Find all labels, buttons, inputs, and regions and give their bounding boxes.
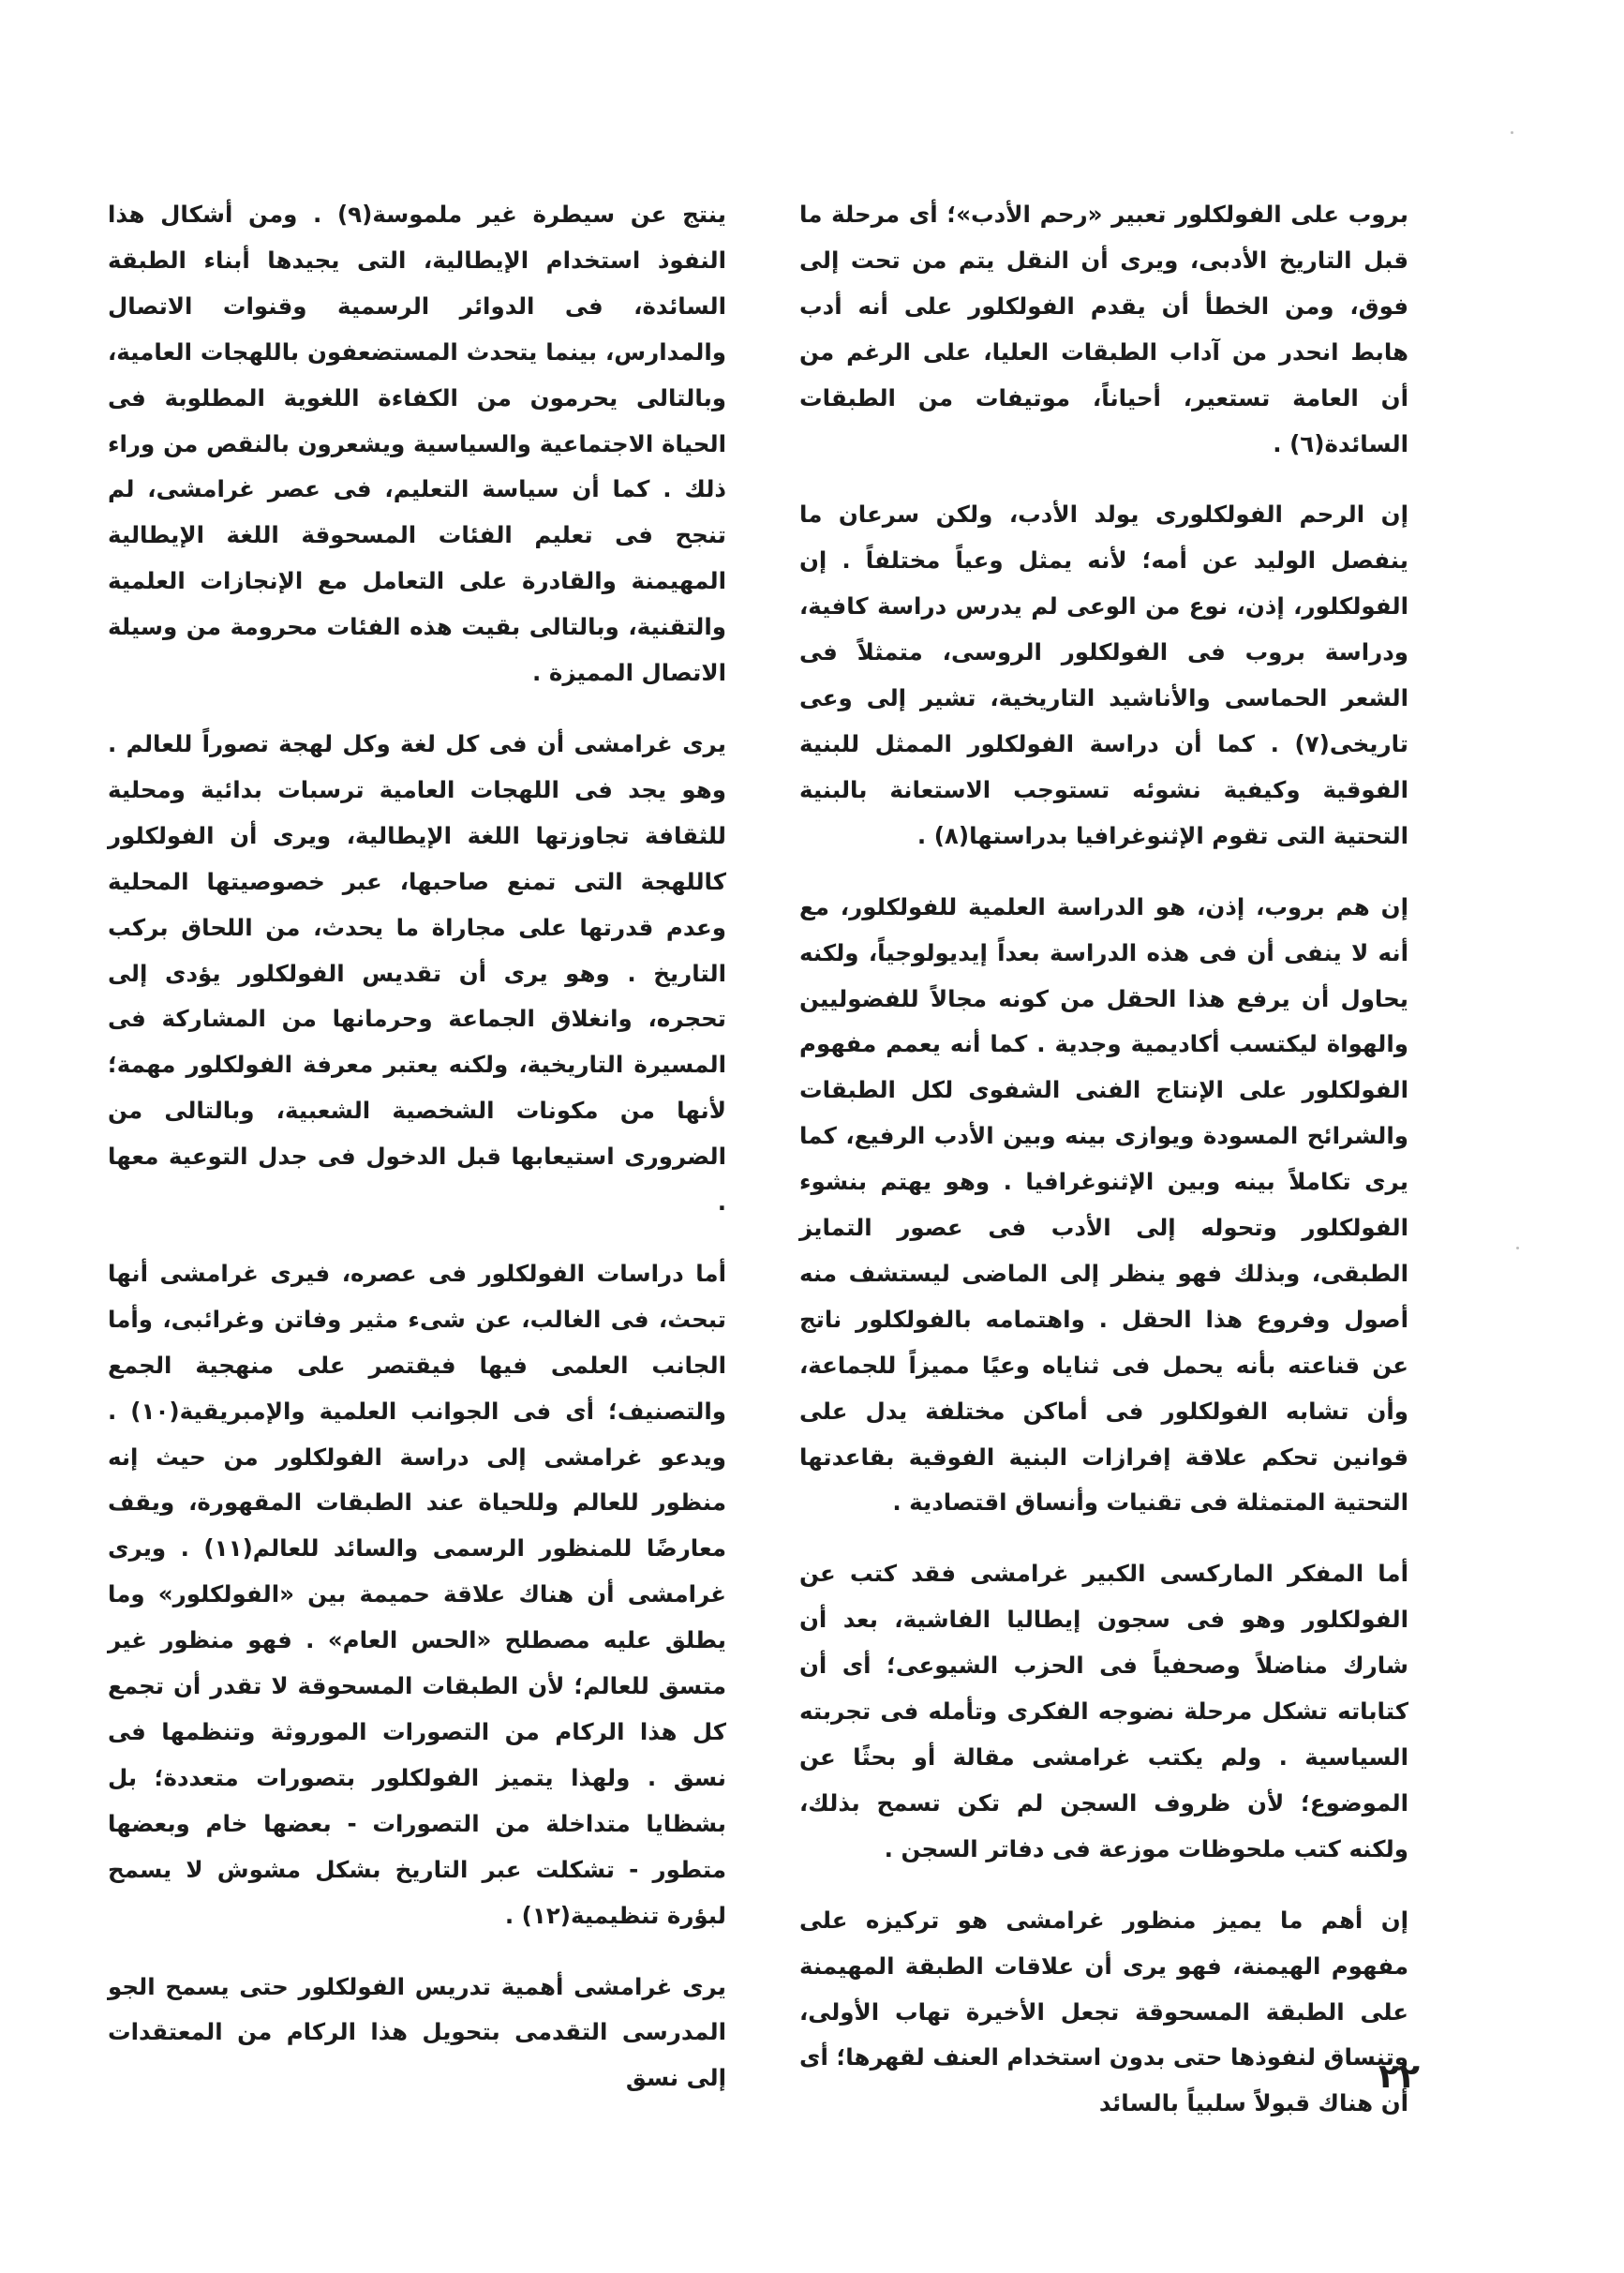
paragraph: أما المفكر الماركسى الكبير غرامشى فقد كتب عن الفولكلور وهو فى سجون إيطاليا الفاشية، بعد أن شارك مناضلاً وصحفياً فى الحزب الشيوعى؛ أى أن كتاباته تشكل مرحلة نضوجه الفكرى وتأمله فى تجربته السياسية . ولم يكتب غرامشى مقالة أو بحثًا عن الموضوع؛ لأن ظروف السجن لم تكن تسمح بذلك، ولكنه كتب ملحوظات موزعة فى دفاتر السجن . — [799, 1560, 1408, 1862]
scan-speck — [1511, 131, 1513, 134]
left-text-column — [108, 192, 726, 2127]
right-text-column — [799, 192, 1408, 2152]
scan-speck — [1516, 1247, 1519, 1249]
paragraph: إن الرحم الفولكلورى يولد الأدب، ولكن سرعان ما ينفصل الوليد عن أمه؛ لأنه يمثل وعياً مختلفاً . إن الفولكلور، إذن، نوع من الوعى لم يدرس دراسة كافية، ودراسة بروب فى الفولكلور الروسى، متمثلاً فى الشعر الحماسى والأناشيد التاريخية، تشير إلى وعى تاريخى(٧) . كما أن دراسة الفولكلور الممثل للبنية الفوقية وكيفية نشوئه تستوجب الاستعانة بالبنية التحتية التى تقوم الإثنوغرافيا بدراستها(٨) . — [799, 501, 1408, 849]
paragraph: أما دراسات الفولكلور فى عصره، فيرى غرامشى أنها تبحث، فى الغالب، عن شىء مثير وفاتن وغرائبى، وأما الجانب العلمى فيها فيقتصر على منهجية الجمع والتصنيف؛ أى فى الجوانب العلمية والإمبريقية(١٠) . ويدعو غرامشى إلى دراسة الفولكلور من حيث إنه منظور للعالم وللحياة عند الطبقات المقهورة، ويقف معارضًا للمنظور الرسمى والسائد للعالم(١١) . ويرى غرامشى أن هناك علاقة حميمة بين «الفولكلور» وما يطلق عليه مصطلح «الحس العام» . فهو منظور غير متسق للعالم؛ لأن الطبقات المسحوقة لا تقدر أن تجمع كل هذا الركام من التصورات الموروثة وتنظمها فى نسق . ولهذا يتميز الفولكلور بتصورات متعددة؛ بل بشظايا متداخلة من التصورات - بعضها خام وبعضها متطور - تشكلت عبر التاريخ بشكل مشوش لا يسمح لبؤرة تنظيمية(١٢) . — [108, 1259, 726, 1929]
paragraph: إن أهم ما يميز منظور غرامشى هو تركيزه على مفهوم الهيمنة، فهو يرى أن علاقات الطبقة المهيمنة على الطبقة المسحوقة تجعل الأخيرة تهاب الأولى، وتنساق لنفوذها حتى بدون استخدام العنف لقهرها؛ أى أن هناك قبولاً سلبياً بالسائد — [799, 1906, 1408, 2117]
paragraph: ينتج عن سيطرة غير ملموسة(٩) . ومن أشكال هذا النفوذ استخدام الإيطالية، التى يجيدها أبناء الطبقة السائدة، فى الدوائر الرسمية وقنوات الاتصال والمدارس، بينما يتحدث المستضعفون باللهجات العامية، وبالتالى يحرمون من الكفاءة اللغوية المطلوبة فى الحياة الاجتماعية والسياسية ويشعرون بالنقص من وراء ذلك . كما أن سياسة التعليم، فى عصر غرامشى، لم تنجح فى تعليم الفئات المسحوقة اللغة الإيطالية المهيمنة والقادرة على التعامل مع الإنجازات العلمية والتقنية، وبالتالى بقيت هذه الفئات محرومة من وسيلة الاتصال المميزة . — [108, 201, 726, 687]
paragraph: يرى غرامشى أهمية تدريس الفولكلور حتى يسمح الجو المدرسى التقدمى بتحويل هذا الركام من المعتقدات إلى نسق — [108, 1972, 726, 2092]
paragraph: بروب على الفولكلور تعبير «رحم الأدب»؛ أى مرحلة ما قبل التاريخ الأدبى، ويرى أن النقل يتم من تحت إلى فوق، ومن الخطأ أن يقدم الفولكلور على أنه أدب هابط انحدر من آداب الطبقات العليا، على الرغم من أن العامة تستعير، أحياناً، موتيفات من الطبقات السائدة(٦) . — [799, 201, 1408, 457]
paragraph: يرى غرامشى أن فى كل لغة وكل لهجة تصوراً للعالم . وهو يجد فى اللهجات العامية ترسبات بدائية ومحلية للثقافة تجاوزتها اللغة الإيطالية، ويرى أن الفولكلور كاللهجة التى تمنع صاحبها، عبر خصوصيتها المحلية وعدم قدرتها على مجاراة ما يحدث، من اللحاق بركب التاريخ . وهو يرى أن تقديس الفولكلور يؤدى إلى تحجره، وانغلاق الجماعة وحرمانها من المشاركة فى المسيرة التاريخية، ولكنه يعتبر معرفة الفولكلور مهمة؛ لأنها من مكونات الشخصية الشعبية، وبالتالى من الضرورى استيعابها قبل الدخول فى جدل التوعية معها . — [108, 729, 726, 1217]
page-number: ٢٢ — [1378, 2057, 1420, 2096]
paragraph: إن هم بروب، إذن، هو الدراسة العلمية للفولكلور، مع أنه لا ينفى أن فى هذه الدراسة بعداً إيديولوجياً، ولكنه يحاول أن يرفع هذا الحقل من كونه مجالاً للفضوليين والهواة ليكتسب أكاديمية وجدية . كما أنه يعمم مفهوم الفولكلور على الإنتاج الفنى الشفوى لكل الطبقات والشرائح المسودة ويوازى بينه وبين الأدب الرفيع، كما يرى تكاملاً بينه وبين الإثنوغرافيا . وهو يهتم بنشوء الفولكلور وتحوله إلى الأدب فى عصور التمايز الطبقى، وبذلك فهو ينظر إلى الماضى ليستشف منه أصول وفروع هذا الحقل . واهتمامه بالفولكلور ناتج عن قناعته بأنه يحمل فى ثناياه وعيًا مميزاً للجماعة، وأن تشابه الفولكلور فى أماكن مختلفة يدل على قوانين تحكم علاقة إفرازات البنية الفوقية بقاعدتها التحتية المتمثلة فى تقنيات وأنساق اقتصادية . — [799, 892, 1408, 1517]
